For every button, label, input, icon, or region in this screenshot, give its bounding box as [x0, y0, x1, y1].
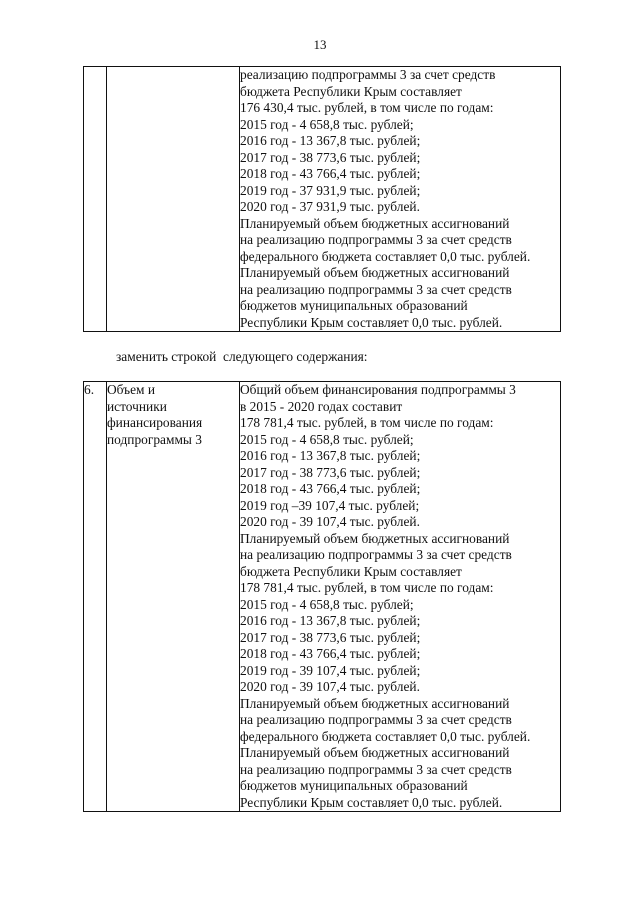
text-line: 2017 год - 38 773,6 тыс. рублей; — [240, 629, 421, 645]
text-line: федерального бюджета составляет 0,0 тыс. рублей. — [240, 728, 531, 744]
text-line: 2016 год - 13 367,8 тыс. рублей; — [240, 133, 421, 148]
text-line: 178 781,4 тыс. рублей, в том числе по годам: — [240, 580, 494, 595]
table-row — [84, 382, 561, 812]
text-line: Республики Крым составляет 0,0 тыс. рублей. — [240, 794, 503, 810]
text-line: 2016 год - 13 367,8 тыс. рублей; — [240, 448, 421, 463]
row-name-cell — [107, 382, 240, 812]
text-line: 2016 год - 13 367,8 тыс. рублей; — [240, 613, 421, 628]
text-line: Планируемый объем бюджетных ассигнований — [240, 265, 510, 280]
page-number: 13 — [313, 37, 327, 52]
text-line: 2015 год - 4 658,8 тыс. рублей; — [240, 431, 414, 447]
text-line: 178 781,4 тыс. рублей, в том числе по годам: — [240, 415, 494, 430]
text-line: бюджета Республики Крым составляет — [240, 563, 462, 579]
text-line: 2018 год - 43 766,4 тыс. рублей; — [240, 481, 421, 496]
text-line: Республики Крым составляет 0,0 тыс. рублей. — [240, 314, 503, 330]
text-line: 2019 год - 39 107,4 тыс. рублей; — [240, 662, 421, 678]
text-line: 2017 год - 38 773,6 тыс. рублей; — [240, 464, 421, 480]
text-line: 2019 год - 37 931,9 тыс. рублей; — [240, 182, 421, 198]
text-line: 2020 год - 39 107,4 тыс. рублей. — [240, 679, 420, 694]
text-line: 2015 год - 4 658,8 тыс. рублей; — [240, 116, 414, 132]
row-number-cell — [84, 382, 107, 812]
previous-row-table — [83, 66, 561, 332]
text-line: 2019 год –39 107,4 тыс. рублей; — [240, 497, 420, 513]
replace-instruction: заменить строкой следующего содержания: — [116, 349, 368, 364]
text-line: 2018 год - 43 766,4 тыс. рублей; — [240, 646, 421, 661]
text-line: 2017 год - 38 773,6 тыс. рублей; — [240, 149, 421, 165]
text-line: на реализацию подпрограммы 3 за счет средств — [240, 547, 512, 562]
replacement-row-table — [83, 381, 561, 812]
row-text-cell — [240, 67, 561, 332]
row-name-line: подпрограммы 3 — [107, 431, 202, 447]
text-line: бюджета Республики Крым составляет — [240, 83, 462, 99]
text-line: бюджетов муниципальных образований — [240, 778, 468, 793]
text-line: 2020 год - 37 931,9 тыс. рублей. — [240, 199, 420, 214]
text-line: Планируемый объем бюджетных ассигнований — [240, 530, 510, 546]
text-line: на реализацию подпрограммы 3 за счет средств — [240, 712, 512, 727]
text-line: Планируемый объем бюджетных ассигнований — [240, 695, 510, 711]
text-line: Общий объем финансирования подпрограммы 3 — [240, 382, 516, 397]
text-line: Планируемый объем бюджетных ассигнований — [240, 215, 510, 231]
text-line: 2018 год - 43 766,4 тыс. рублей; — [240, 166, 421, 181]
text-line: 176 430,4 тыс. рублей, в том числе по годам: — [240, 100, 494, 115]
row-text-cell — [240, 382, 561, 812]
row-name-cell — [107, 67, 240, 332]
row-number: 6. — [84, 382, 95, 397]
text-line: на реализацию подпрограммы 3 за счет средств — [240, 232, 512, 247]
text-line: Планируемый объем бюджетных ассигнований — [240, 745, 510, 760]
text-line: реализацию подпрограммы 3 за счет средств — [240, 67, 496, 82]
text-line: федерального бюджета составляет 0,0 тыс. рублей. — [240, 248, 531, 264]
text-line: в 2015 - 2020 годах составит — [240, 398, 403, 414]
text-line: бюджетов муниципальных образований — [240, 298, 468, 313]
row-number-cell — [84, 67, 107, 332]
row-name-line: финансирования — [107, 415, 203, 430]
table-row — [84, 67, 561, 332]
text-line: 2015 год - 4 658,8 тыс. рублей; — [240, 596, 414, 612]
text-line: 2020 год - 39 107,4 тыс. рублей. — [240, 514, 420, 529]
row-name-line: источники — [107, 398, 167, 414]
row-name-line: Объем и — [107, 382, 156, 397]
text-line: на реализацию подпрограммы 3 за счет средств — [240, 761, 512, 777]
text-line: на реализацию подпрограммы 3 за счет средств — [240, 281, 512, 297]
